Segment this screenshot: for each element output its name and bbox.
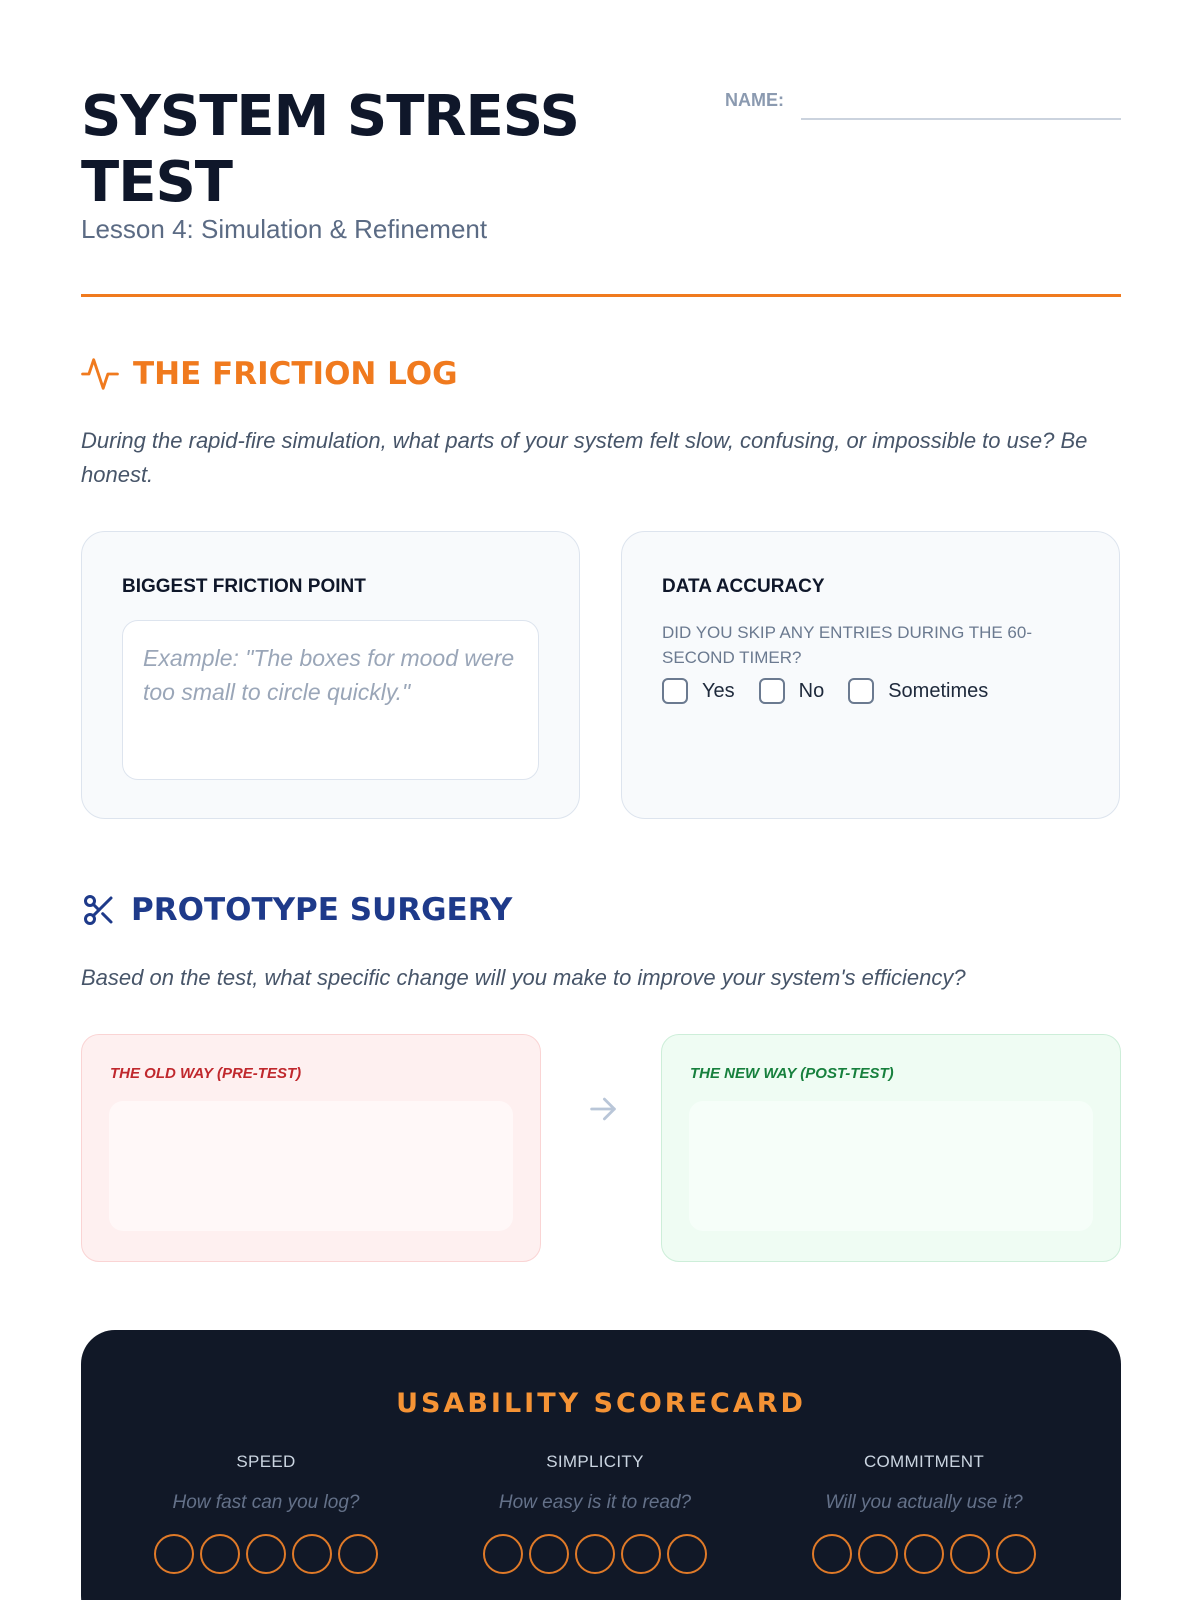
- scorecard-label: SPEED: [236, 1452, 296, 1471]
- biggest-friction-input[interactable]: Example: "The boxes for mood were too small to circle quickly.": [122, 620, 539, 780]
- rating-circle[interactable]: [667, 1534, 707, 1574]
- scorecard-question: How easy is it to read?: [498, 1492, 692, 1513]
- friction-log-title: THE FRICTION LOG: [133, 356, 458, 392]
- scorecard-label: SIMPLICITY: [546, 1452, 644, 1471]
- option-sometimes[interactable]: [848, 678, 988, 704]
- data-accuracy-options: [662, 678, 1012, 704]
- header: [81, 84, 1121, 296]
- scorecard-simplicity: [430, 1452, 760, 1574]
- rating-circle[interactable]: [200, 1534, 240, 1574]
- rating-circle[interactable]: [621, 1534, 661, 1574]
- old-way-box: [81, 1034, 541, 1262]
- new-way-box: [661, 1034, 1121, 1262]
- rating-circle[interactable]: [575, 1534, 615, 1574]
- arrow-right-icon: [586, 1092, 620, 1126]
- biggest-friction-card: [81, 531, 580, 819]
- activity-pulse-icon: [81, 355, 119, 393]
- friction-log-heading: [81, 354, 458, 394]
- biggest-friction-title: BIGGEST FRICTION POINT: [122, 576, 366, 597]
- new-way-input[interactable]: [689, 1101, 1093, 1231]
- sometimes-checkbox[interactable]: [848, 678, 874, 704]
- rating-circle[interactable]: [154, 1534, 194, 1574]
- yes-checkbox[interactable]: [662, 678, 688, 704]
- rating-circle[interactable]: [246, 1534, 286, 1574]
- data-accuracy-question: DID YOU SKIP ANY ENTRIES DURING THE 60-SECOND TIMER?: [662, 623, 1033, 667]
- option-yes[interactable]: [662, 678, 735, 704]
- rating-circle[interactable]: [996, 1534, 1036, 1574]
- no-checkbox[interactable]: [759, 678, 785, 704]
- scorecard-speed: [101, 1452, 431, 1574]
- data-accuracy-title: DATA ACCURACY: [662, 576, 825, 597]
- old-way-input[interactable]: [109, 1101, 513, 1231]
- name-field[interactable]: [801, 118, 1121, 120]
- option-label: Sometimes: [888, 679, 989, 702]
- option-label: No: [798, 679, 825, 702]
- option-label: Yes: [702, 679, 735, 702]
- rating-circle[interactable]: [812, 1534, 852, 1574]
- rating-circle[interactable]: [338, 1534, 378, 1574]
- rating-circle[interactable]: [950, 1534, 990, 1574]
- rating-circle[interactable]: [483, 1534, 523, 1574]
- page-title: SYSTEM STRESS TEST: [81, 84, 579, 215]
- option-no[interactable]: [759, 678, 825, 704]
- page-subtitle: Lesson 4: Simulation & Refinement: [81, 214, 488, 244]
- data-accuracy-card: [621, 531, 1120, 819]
- new-way-title: THE NEW WAY (POST-TEST): [690, 1065, 894, 1082]
- rating-circle[interactable]: [904, 1534, 944, 1574]
- header-divider: [81, 294, 1121, 297]
- scorecard-question: Will you actually use it?: [825, 1492, 1023, 1513]
- scorecard-label: COMMITMENT: [863, 1452, 985, 1471]
- rating-circle[interactable]: [292, 1534, 332, 1574]
- rating-circle[interactable]: [529, 1534, 569, 1574]
- scorecard-question: How fast can you log?: [172, 1492, 360, 1513]
- usability-scorecard: [81, 1330, 1121, 1600]
- rating-circle[interactable]: [858, 1534, 898, 1574]
- friction-log-description: During the rapid-fire simulation, what parts of your system felt slow, confusing, or impossible to use? Be honest.: [81, 428, 1088, 487]
- scissors-icon: [81, 892, 117, 928]
- scorecard-title: USABILITY SCORECARD: [396, 1388, 806, 1419]
- rating-circles: [101, 1534, 431, 1574]
- name-label: NAME:: [725, 90, 784, 110]
- prototype-surgery-description: Based on the test, what specific change will you make to improve your system's efficiency?: [81, 965, 966, 990]
- old-way-title: THE OLD WAY (PRE-TEST): [110, 1065, 302, 1082]
- scorecard-commitment: [759, 1452, 1089, 1574]
- rating-circles: [759, 1534, 1089, 1574]
- prototype-surgery-title: PROTOTYPE SURGERY: [131, 892, 513, 928]
- prototype-surgery-heading: [81, 890, 512, 930]
- rating-circles: [430, 1534, 760, 1574]
- worksheet-page: [81, 0, 1121, 1600]
